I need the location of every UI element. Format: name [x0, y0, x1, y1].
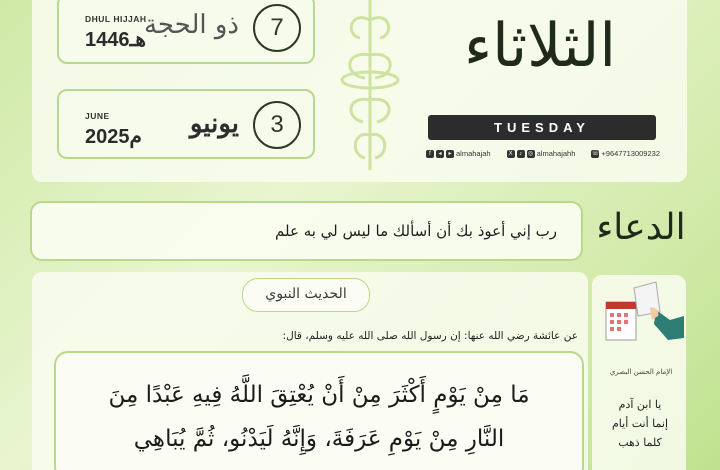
phone-number[interactable]: +9647713009232 [601, 149, 660, 158]
side-attribution: الإمام الحسن البصري [609, 368, 673, 376]
social-handle-2[interactable]: almahajahh [536, 149, 576, 158]
hadith-text-box [54, 351, 584, 470]
weekday-english: TUESDAY [428, 115, 656, 140]
social-group-3 [591, 149, 660, 158]
tiktok-icon[interactable]: ♪ [517, 150, 525, 158]
hijri-month-en: DHUL HIJJAH [85, 14, 147, 24]
calendar-hand-icon [598, 280, 686, 350]
hijri-year: 1446هـ [85, 29, 146, 51]
hadith-line-1: مَا مِنْ يَوْمٍ أَكْثَرَ مِنْ أَنْ يُعْتِقَ اللَّهُ فِيهِ عَبْدًا مِنَ [108, 382, 530, 408]
side-quote [596, 395, 684, 452]
social-group-2 [507, 149, 576, 158]
hadith-line-2: النَّارِ مِنْ يَوْمِ عَرَفَةَ، وَإِنَّهُ لَيَدْنُو، ثُمَّ يُبَاهِي [133, 426, 505, 452]
youtube-icon[interactable]: ▸ [446, 150, 454, 158]
floral-ornament-icon [335, 0, 405, 170]
gregorian-month-en: JUNE [85, 111, 110, 121]
hijri-month-ar: ذو الحجة [143, 10, 239, 40]
facebook-icon[interactable]: f [426, 150, 434, 158]
gregorian-date-card [57, 89, 315, 159]
social-handle-1[interactable]: almahajah [456, 149, 491, 158]
hadith-intro: عن عائشة رضي الله عنها: إن رسول الله صلى الله عليه وسلم، قال: [282, 330, 578, 342]
telegram-icon[interactable]: ◂ [436, 150, 444, 158]
hadith-title: الحديث النبوي [242, 278, 370, 312]
whatsapp-icon[interactable]: ☏ [591, 150, 600, 157]
weekday-arabic: الثلاثاء [463, 11, 617, 81]
gregorian-month-ar: يونيو [189, 109, 239, 139]
gregorian-day-number: 3 [253, 101, 301, 149]
social-links [426, 149, 660, 158]
side-quote-line-3: كلما ذهب [618, 436, 662, 449]
social-group-1 [426, 149, 491, 158]
dua-box [30, 201, 583, 261]
x-icon[interactable]: X [508, 150, 513, 157]
side-quote-line-2: إنما أنت أيام [611, 417, 669, 430]
gregorian-year: 2025م [85, 126, 142, 148]
hijri-day-number: 7 [253, 4, 301, 52]
dua-heading: الدعاء [596, 207, 686, 248]
dua-text: رب إني أعوذ بك أن أسألك ما ليس لي به علم [275, 222, 557, 240]
hijri-date-card [57, 0, 315, 64]
side-quote-line-1: يا ابن آدم [618, 398, 662, 411]
instagram-icon[interactable]: ◎ [527, 150, 534, 157]
